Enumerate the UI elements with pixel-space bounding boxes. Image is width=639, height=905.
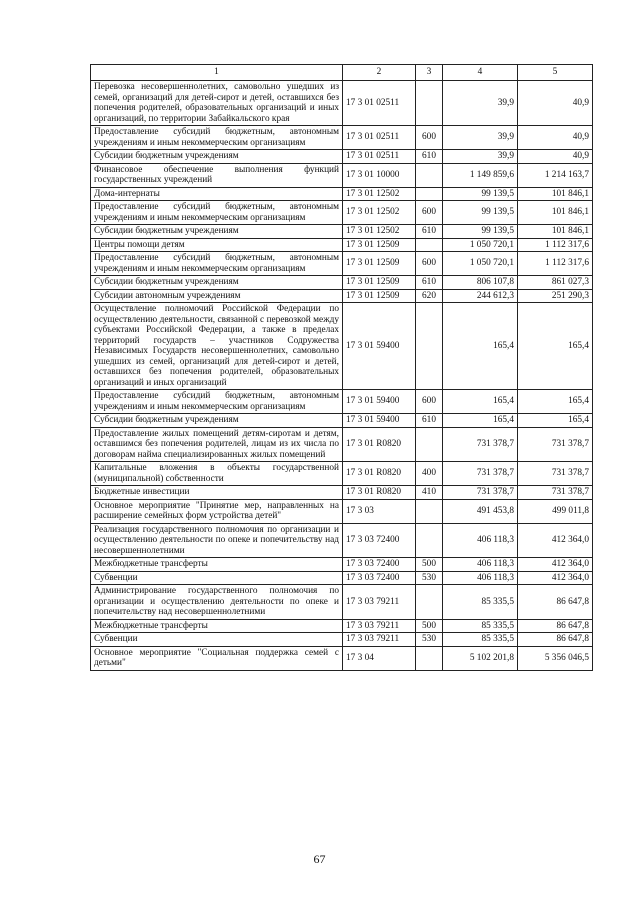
row-name-cell: Субсидии бюджетным учреждениям (91, 414, 343, 428)
row-value-col5-cell: 101 846,1 (518, 201, 593, 225)
row-code-cell: 17 3 03 79211 (343, 619, 416, 633)
table-row (91, 225, 593, 239)
row-type-cell (416, 499, 443, 523)
column-header-3: 3 (416, 65, 443, 81)
row-value-col4-cell: 85 335,5 (443, 633, 518, 647)
table-row (91, 163, 593, 187)
row-name-cell: Субсидии бюджетным учреждениям (91, 225, 343, 239)
table-row (91, 252, 593, 276)
table-row (91, 633, 593, 647)
row-name-cell: Субсидии бюджетным учреждениям (91, 276, 343, 290)
row-name-cell: Предоставление субсидий бюджетным, автономным учреждениям и иным некоммерческим организациям (91, 252, 343, 276)
row-value-col5-cell: 101 846,1 (518, 225, 593, 239)
row-name-cell: Межбюджетные трансферты (91, 558, 343, 572)
row-code-cell: 17 3 01 10000 (343, 163, 416, 187)
row-value-col5-cell: 412 364,0 (518, 523, 593, 558)
table-row (91, 585, 593, 620)
row-value-col5-cell: 86 647,8 (518, 585, 593, 620)
row-type-cell: 600 (416, 126, 443, 150)
row-value-col5-cell: 101 846,1 (518, 187, 593, 201)
row-type-cell: 610 (416, 225, 443, 239)
row-type-cell: 530 (416, 633, 443, 647)
row-name-cell: Бюджетные инвестиции (91, 486, 343, 500)
row-code-cell: 17 3 01 59400 (343, 390, 416, 414)
row-type-cell (416, 303, 443, 390)
row-code-cell: 17 3 01 R0820 (343, 486, 416, 500)
row-type-cell (416, 187, 443, 201)
row-code-cell: 17 3 03 (343, 499, 416, 523)
row-value-col5-cell: 1 214 163,7 (518, 163, 593, 187)
row-code-cell: 17 3 01 R0820 (343, 462, 416, 486)
row-value-col5-cell: 165,4 (518, 390, 593, 414)
row-code-cell: 17 3 01 59400 (343, 303, 416, 390)
row-value-col4-cell: 85 335,5 (443, 585, 518, 620)
table-row (91, 289, 593, 303)
table-row (91, 201, 593, 225)
row-type-cell: 410 (416, 486, 443, 500)
row-value-col5-cell: 40,9 (518, 126, 593, 150)
row-value-col4-cell: 806 107,8 (443, 276, 518, 290)
row-value-col5-cell: 412 364,0 (518, 571, 593, 585)
row-value-col5-cell: 165,4 (518, 414, 593, 428)
row-code-cell: 17 3 03 72400 (343, 571, 416, 585)
column-header-1: 1 (91, 65, 343, 81)
table-row (91, 427, 593, 462)
row-code-cell: 17 3 03 72400 (343, 558, 416, 572)
table-row (91, 462, 593, 486)
table-row (91, 486, 593, 500)
table-row (91, 303, 593, 390)
row-value-col4-cell: 731 378,7 (443, 486, 518, 500)
row-code-cell: 17 3 01 12509 (343, 289, 416, 303)
row-code-cell: 17 3 01 02511 (343, 126, 416, 150)
table-row (91, 238, 593, 252)
row-value-col4-cell: 406 118,3 (443, 558, 518, 572)
row-type-cell (416, 81, 443, 126)
table-row (91, 499, 593, 523)
row-type-cell: 600 (416, 201, 443, 225)
row-value-col4-cell: 1 050 720,1 (443, 238, 518, 252)
row-type-cell: 530 (416, 571, 443, 585)
row-name-cell: Предоставление субсидий бюджетным, автономным учреждениям и иным некоммерческим организациям (91, 390, 343, 414)
row-value-col4-cell: 99 139,5 (443, 225, 518, 239)
row-value-col5-cell: 731 378,7 (518, 462, 593, 486)
row-value-col4-cell: 406 118,3 (443, 571, 518, 585)
table-row (91, 150, 593, 164)
row-code-cell: 17 3 04 (343, 646, 416, 670)
row-value-col5-cell: 731 378,7 (518, 427, 593, 462)
row-type-cell: 600 (416, 390, 443, 414)
row-name-cell: Центры помощи детям (91, 238, 343, 252)
row-type-cell: 400 (416, 462, 443, 486)
row-name-cell: Основное мероприятие "Социальная поддержка семей с детьми" (91, 646, 343, 670)
row-value-col4-cell: 491 453,8 (443, 499, 518, 523)
budget-table (90, 64, 593, 671)
table-row (91, 571, 593, 585)
row-value-col5-cell: 499 011,8 (518, 499, 593, 523)
row-type-cell (416, 238, 443, 252)
row-name-cell: Предоставление жилых помещений детям-сиротам и детям, оставшимся без попечения родителей, лицам из их числа по договорам найма специализированных жилых помещений (91, 427, 343, 462)
row-name-cell: Финансовое обеспечение выполнения функций государственных учреждений (91, 163, 343, 187)
row-name-cell: Субсидии автономным учреждениям (91, 289, 343, 303)
row-name-cell: Предоставление субсидий бюджетным, автономным учреждениям и иным некоммерческим организациям (91, 201, 343, 225)
row-type-cell: 610 (416, 150, 443, 164)
row-name-cell: Межбюджетные трансферты (91, 619, 343, 633)
row-value-col4-cell: 39,9 (443, 126, 518, 150)
row-type-cell: 610 (416, 414, 443, 428)
table-row (91, 646, 593, 670)
row-type-cell: 610 (416, 276, 443, 290)
row-value-col4-cell: 731 378,7 (443, 462, 518, 486)
column-header-5: 5 (518, 65, 593, 81)
column-header-4: 4 (443, 65, 518, 81)
row-value-col4-cell: 244 612,3 (443, 289, 518, 303)
row-name-cell: Капитальные вложения в объекты государственной (муниципальной) собственности (91, 462, 343, 486)
row-type-cell (416, 523, 443, 558)
row-code-cell: 17 3 01 12502 (343, 187, 416, 201)
row-value-col4-cell: 1 050 720,1 (443, 252, 518, 276)
row-value-col4-cell: 85 335,5 (443, 619, 518, 633)
row-type-cell (416, 585, 443, 620)
table-row (91, 81, 593, 126)
row-name-cell: Субсидии бюджетным учреждениям (91, 150, 343, 164)
row-value-col4-cell: 39,9 (443, 150, 518, 164)
row-type-cell: 600 (416, 252, 443, 276)
row-value-col5-cell: 5 356 046,5 (518, 646, 593, 670)
row-value-col5-cell: 412 364,0 (518, 558, 593, 572)
row-code-cell: 17 3 01 R0820 (343, 427, 416, 462)
row-value-col5-cell: 86 647,8 (518, 619, 593, 633)
row-value-col4-cell: 5 102 201,8 (443, 646, 518, 670)
row-code-cell: 17 3 03 72400 (343, 523, 416, 558)
row-code-cell: 17 3 03 79211 (343, 585, 416, 620)
row-value-col5-cell: 1 112 317,6 (518, 252, 593, 276)
table-row (91, 126, 593, 150)
row-code-cell: 17 3 01 12509 (343, 276, 416, 290)
row-code-cell: 17 3 01 02511 (343, 150, 416, 164)
row-code-cell: 17 3 01 12502 (343, 225, 416, 239)
row-type-cell (416, 163, 443, 187)
row-value-col4-cell: 731 378,7 (443, 427, 518, 462)
row-value-col4-cell: 99 139,5 (443, 201, 518, 225)
header-row (91, 65, 593, 81)
row-name-cell: Основное мероприятие "Принятие мер, направленных на расширение семейных форм устройства детей" (91, 499, 343, 523)
row-name-cell: Администрирование государственного полномочия по организации и осуществлению деятельности по опеке и попечительству над несовершеннолетними (91, 585, 343, 620)
row-value-col5-cell: 731 378,7 (518, 486, 593, 500)
row-value-col5-cell: 40,9 (518, 150, 593, 164)
row-value-col5-cell: 861 027,3 (518, 276, 593, 290)
row-type-cell (416, 427, 443, 462)
table-row (91, 558, 593, 572)
row-name-cell: Дома-интернаты (91, 187, 343, 201)
table-row (91, 523, 593, 558)
row-type-cell: 620 (416, 289, 443, 303)
row-type-cell (416, 646, 443, 670)
row-type-cell: 500 (416, 558, 443, 572)
row-value-col5-cell: 165,4 (518, 303, 593, 390)
row-value-col4-cell: 165,4 (443, 390, 518, 414)
row-value-col5-cell: 1 112 317,6 (518, 238, 593, 252)
row-value-col4-cell: 406 118,3 (443, 523, 518, 558)
row-value-col5-cell: 40,9 (518, 81, 593, 126)
row-name-cell: Осуществление полномочий Российской Федерации по осуществлению деятельности, связанной с перевозкой между субъектами Российской Федерации, а также в пределах территорий государств – участников Содружества Независимых Государств несовершеннолетних, самовольно ушедших из семей, организаций для детей-сирот и детей, оставшихся без попечения родителей, образовательных организаций и иных организаций (91, 303, 343, 390)
row-value-col5-cell: 251 290,3 (518, 289, 593, 303)
table-row (91, 390, 593, 414)
row-value-col4-cell: 1 149 859,6 (443, 163, 518, 187)
row-value-col5-cell: 86 647,8 (518, 633, 593, 647)
table-row (91, 276, 593, 290)
row-code-cell: 17 3 01 12509 (343, 238, 416, 252)
page-number: 67 (313, 852, 326, 866)
row-value-col4-cell: 99 139,5 (443, 187, 518, 201)
table-row (91, 414, 593, 428)
row-code-cell: 17 3 01 12502 (343, 201, 416, 225)
row-code-cell: 17 3 01 02511 (343, 81, 416, 126)
row-name-cell: Субвенции (91, 571, 343, 585)
row-name-cell: Предоставление субсидий бюджетным, автономным учреждениям и иным некоммерческим организациям (91, 126, 343, 150)
row-name-cell: Перевозка несовершеннолетних, самовольно ушедших из семей, организаций для детей-сирот и детей, оставшихся без попечения родителей, образовательных организаций и иных организаций, по территории Забайкальского края (91, 81, 343, 126)
table-row (91, 187, 593, 201)
row-code-cell: 17 3 01 59400 (343, 414, 416, 428)
row-value-col4-cell: 165,4 (443, 303, 518, 390)
row-code-cell: 17 3 01 12509 (343, 252, 416, 276)
column-header-2: 2 (343, 65, 416, 81)
row-type-cell: 500 (416, 619, 443, 633)
row-name-cell: Субвенции (91, 633, 343, 647)
row-value-col4-cell: 165,4 (443, 414, 518, 428)
row-code-cell: 17 3 03 79211 (343, 633, 416, 647)
table-row (91, 619, 593, 633)
row-name-cell: Реализация государственного полномочия по организации и осуществлению деятельности по опеке и попечительству над несовершеннолетними (91, 523, 343, 558)
table-body (91, 65, 593, 671)
row-value-col4-cell: 39,9 (443, 81, 518, 126)
